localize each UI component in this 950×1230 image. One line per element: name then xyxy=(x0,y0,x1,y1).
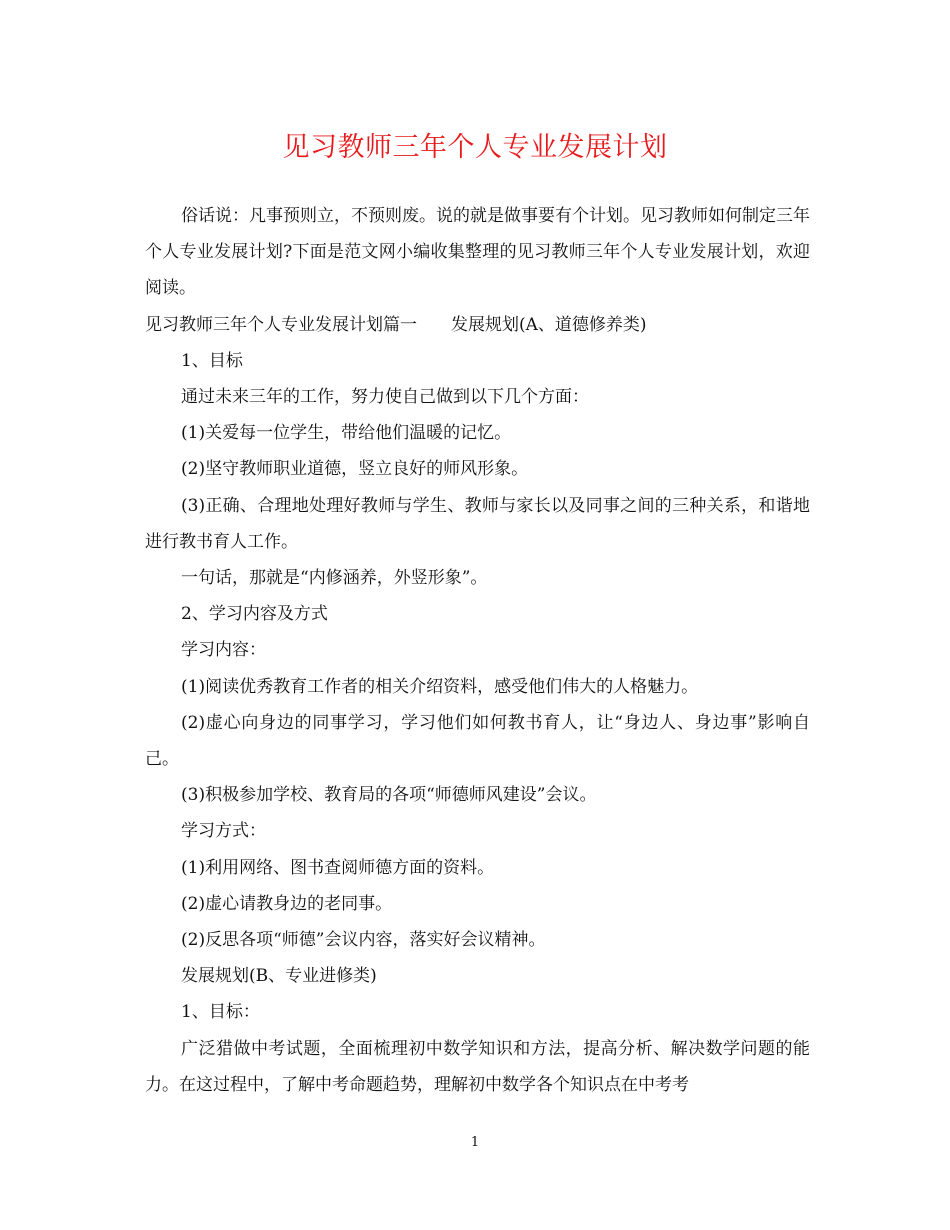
list-item: (2)反思各项“师德”会议内容，落实好会议精神。 xyxy=(181,930,546,951)
body-paragraph: 一句话，那就是“内修涵养，外竖形象”。 xyxy=(181,568,488,589)
subheading-goal: 1、目标 xyxy=(181,350,243,371)
list-item: (3)积极参加学校、教育局的各项“师德师风建设”会议。 xyxy=(181,785,597,806)
page-number: 1 xyxy=(470,1135,480,1150)
body-paragraph: 通过未来三年的工作，努力使自己做到以下几个方面： xyxy=(181,387,589,408)
list-item: (1)阅读优秀教育工作者的相关介绍资料，感受他们伟大的人格魅力。 xyxy=(181,676,699,697)
body-paragraph: 广泛猎做中考试题，全面梳理初中数学知识和方法，提高分析、解决数学问题的能力。在这过程中，了解中考命题趋势，理解初中数学各个知识点在中考考 xyxy=(145,1038,810,1095)
document-title: 见习教师三年个人专业发展计划 xyxy=(282,132,668,163)
list-item: (2)虚心请教身边的老同事。 xyxy=(181,893,393,914)
section-heading: 见习教师三年个人专业发展计划篇一 发展规划(A、道德修养类) xyxy=(145,314,647,335)
section-heading: 发展规划(B、专业进修类) xyxy=(181,966,377,987)
list-item: (1)关爱每一位学生，带给他们温暖的记忆。 xyxy=(181,423,512,444)
list-item: (2)虚心向身边的同事学习，学习他们如何教书育人，让“身边人、身边事”影响自己。 xyxy=(145,712,810,770)
list-item: (3)正确、合理地处理好教师与学生、教师与家长以及同事之间的三种关系，和谐地进行教书育人工作。 xyxy=(145,495,810,552)
subheading-study-method: 学习方式： xyxy=(181,821,266,842)
intro-paragraph: 俗话说：凡事预则立，不预则废。说的就是做事要有个计划。见习教师如何制定三年个人专业发展计划?下面是范文网小编收集整理的见习教师三年个人专业发展计划，欢迎阅读。 xyxy=(145,206,810,299)
subheading-study: 2、学习内容及方式 xyxy=(181,604,328,625)
list-item: (2)坚守教师职业道德，竖立良好的师风形象。 xyxy=(181,459,529,480)
list-item: (1)利用网络、图书查阅师德方面的资料。 xyxy=(181,857,495,878)
subheading-study-content: 学习内容： xyxy=(181,640,266,661)
subheading-goal: 1、目标： xyxy=(181,1002,260,1023)
document-body xyxy=(145,198,810,1103)
